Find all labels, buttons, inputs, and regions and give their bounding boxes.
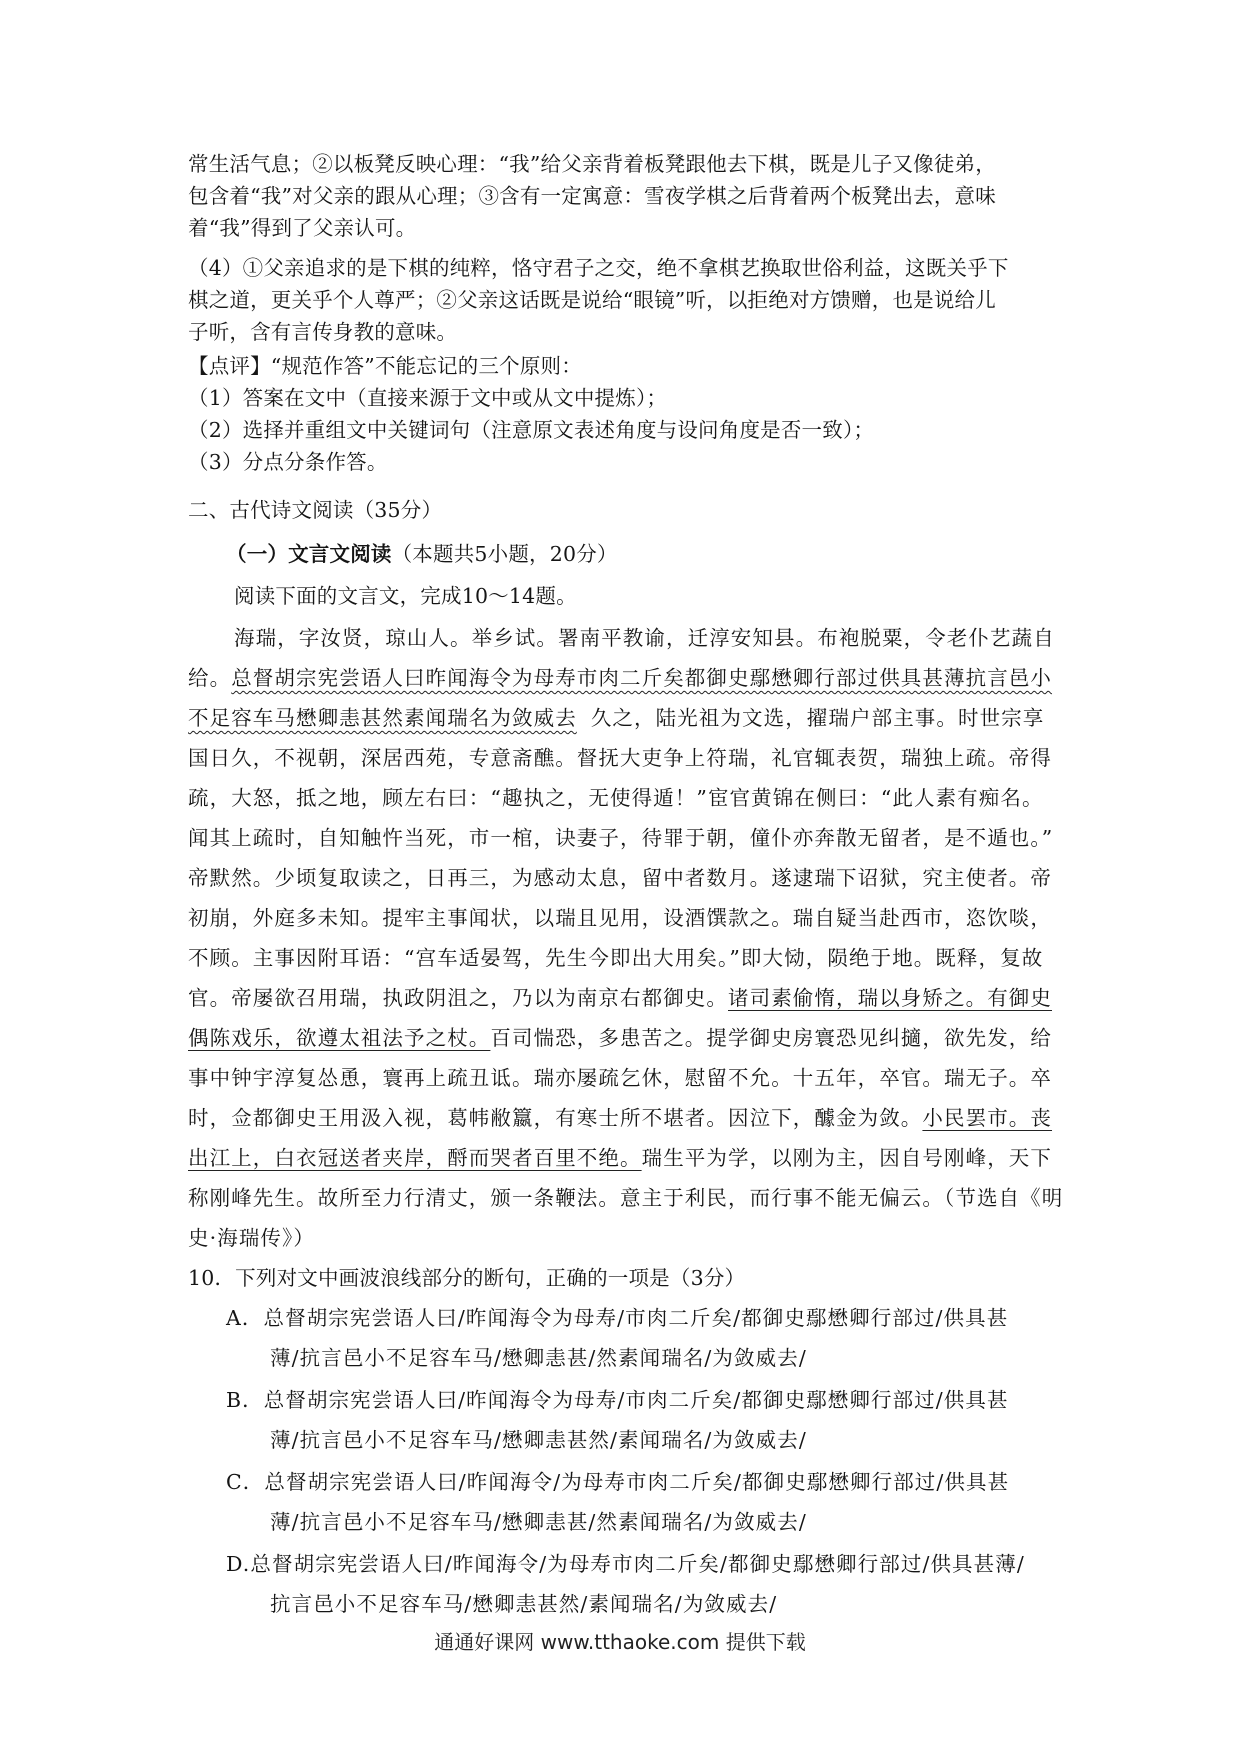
passage-text: 久之，陆光祖为文选，擢瑞户部主事。时世宗享	[590, 706, 1045, 730]
option-a-cont: 薄/抗言邑小不足容车马/懋卿恚甚/然素闻瑞名/为敛威去/	[270, 1346, 807, 1370]
passage-text: 给。	[188, 666, 232, 690]
underlined-text: 诸司素偷惰，瑞以身矫之。有御史	[728, 986, 1052, 1010]
underlined-text: 小民罢市。丧	[922, 1106, 1053, 1130]
passage-line: 帝默然。少顷复取读之，日再三，为感动太息，留中者数月。遂逮瑞下诏狱，究主使者。帝	[188, 866, 1052, 890]
passage-line: 事中钟宇淳复怂恿，寰再上疏丑诋。瑞亦屡疏乞休，慰留不允。十五年，卒官。瑞无子。卒	[188, 1066, 1052, 1090]
passage-line	[188, 660, 1052, 696]
underlined-text: 出江上，白衣冠送者夹岸，酹而哭者百里不绝。	[188, 1146, 642, 1170]
passage-line: 史·海瑞传》）	[188, 1226, 315, 1250]
passage-line: 疏，大怒，抵之地，顾左右曰：“趣执之，无使得遁！”宦官黄锦在侧曰：“此人素有痴名。	[188, 786, 1044, 810]
section-heading: 二、古代诗文阅读（35分）	[188, 498, 443, 522]
option-d: D.总督胡宗宪尝语人曰/昨闻海令/为母寿市肉二斤矣/都御史鄢懋卿行部过/供具甚薄/	[226, 1552, 1025, 1576]
passage-text: 官。帝屡欲召用瑞，执政阴沮之，乃以为南京右都御史。	[188, 986, 728, 1010]
underlined-text: 偶陈戏乐，欲遵太祖法予之杖。	[188, 1026, 491, 1050]
answer-line: 着“我”得到了父亲认可。	[188, 216, 417, 240]
passage-line	[188, 700, 1044, 736]
review-point: （3）分点分条作答。	[188, 450, 388, 474]
subsection-title: （一）文言文阅读	[226, 542, 392, 566]
passage-line: 闻其上疏时，自知触忤当死，市一棺，诀妻子，待罪于朝，僮仆亦奔散无留者，是不遁也。”	[188, 826, 1054, 850]
option-a: A．总督胡宗宪尝语人曰/昨闻海令为母寿/市肉二斤矣/都御史鄢懋卿行部过/供具甚	[226, 1306, 1009, 1330]
review-point: （2）选择并重组文中关键词句（注意原文表述角度与设问角度是否一致）；	[188, 418, 875, 442]
review-point: （1）答案在文中（直接来源于文中或从文中提炼）；	[188, 386, 668, 410]
passage-text: 时，佥都御史王用汲入视，葛帏敝籝，有寒士所不堪者。因泣下，醵金为敛。	[188, 1106, 923, 1130]
answer-line: 包含着“我”对父亲的跟从心理；③含有一定寓意：雪夜学棋之后背着两个板凳出去，意味	[188, 184, 996, 208]
passage-text: 百司惴恐，多患苦之。提学御史房寰恐见纠擿，欲先发，给	[490, 1026, 1053, 1050]
passage-line: 国日久，不视朝，深居西苑，专意斋醮。督抚大吏争上符瑞，礼官辄表贺，瑞独上疏。帝得	[188, 746, 1052, 770]
passage-line: 不顾。主事因附耳语：“宫车适晏驾，先生今即出大用矣。”即大恸，陨绝于地。既释，复故	[188, 946, 1044, 970]
answer-line: 棋之道，更关乎个人尊严；②父亲这话既是说给“眼镜”听，以拒绝对方馈赠，也是说给儿	[188, 288, 996, 312]
review-title: 【点评】“规范作答”不能忘记的三个原则：	[188, 354, 582, 378]
passage-text: 瑞生平为学，以刚为主，因自号刚峰，天下	[641, 1146, 1053, 1170]
option-c-cont: 薄/抗言邑小不足容车马/懋卿恚甚/然素闻瑞名/为敛威去/	[270, 1510, 807, 1534]
option-b-cont: 薄/抗言邑小不足容车马/懋卿恚甚然/素闻瑞名/为敛威去/	[270, 1428, 807, 1452]
answer-line: 子听，含有言传身教的意味。	[188, 320, 458, 344]
passage-line	[188, 1100, 1052, 1136]
option-d-cont: 抗言邑小不足容车马/懋卿恚甚然/素闻瑞名/为敛威去/	[270, 1592, 778, 1616]
passage-line	[188, 1020, 1052, 1056]
wavy-underlined-text: 总督胡宗宪尝语人曰昨闻海令为母寿市肉二斤矣都御史鄢懋卿行部过供具甚薄抗言邑小	[231, 666, 1053, 690]
answer-line: 常生活气息；②以板凳反映心理：“我”给父亲背着板凳跟他去下棋，既是儿子又像徒弟，	[188, 152, 996, 176]
instruction: 阅读下面的文言文，完成10～14题。	[234, 584, 577, 608]
option-c: C．总督胡宗宪尝语人曰/昨闻海令/为母寿市肉二斤矣/都御史鄢懋卿行部过/供具甚	[226, 1470, 1010, 1494]
subsection-heading	[226, 536, 618, 572]
passage-line	[188, 1140, 1052, 1176]
wavy-underlined-text: 不足容车马懋卿恚甚然素闻瑞名为敛威去	[188, 706, 577, 730]
passage-line	[188, 980, 1052, 1016]
answer-line: （4）①父亲追求的是下棋的纯粹，恪守君子之交，绝不拿棋艺换取世俗利益，这既关乎下	[188, 256, 1009, 280]
question-stem: 10．下列对文中画波浪线部分的断句，正确的一项是（3分）	[188, 1266, 746, 1290]
option-b: B．总督胡宗宪尝语人曰/昨闻海令为母寿/市肉二斤矣/都御史鄢懋卿行部过/供具甚	[226, 1388, 1009, 1412]
passage-line: 初崩，外庭多未知。提牢主事闻状，以瑞且见用，设酒馔款之。瑞自疑当赴西市，恣饮啖，	[188, 906, 1052, 930]
page-footer: 通通好课网 www.tthaoke.com 提供下载	[434, 1630, 806, 1654]
subsection-note: （本题共5小题，20分）	[391, 542, 618, 566]
passage-line: 称刚峰先生。故所至力行清丈，颁一条鞭法。意主于利民，而行事不能无偏云。（节选自《明	[188, 1186, 1064, 1210]
passage-line: 海瑞，字汝贤，琼山人。举乡试。署南平教谕，迁淳安知县。布袍脱粟，令老仆艺蔬自	[234, 626, 1055, 650]
